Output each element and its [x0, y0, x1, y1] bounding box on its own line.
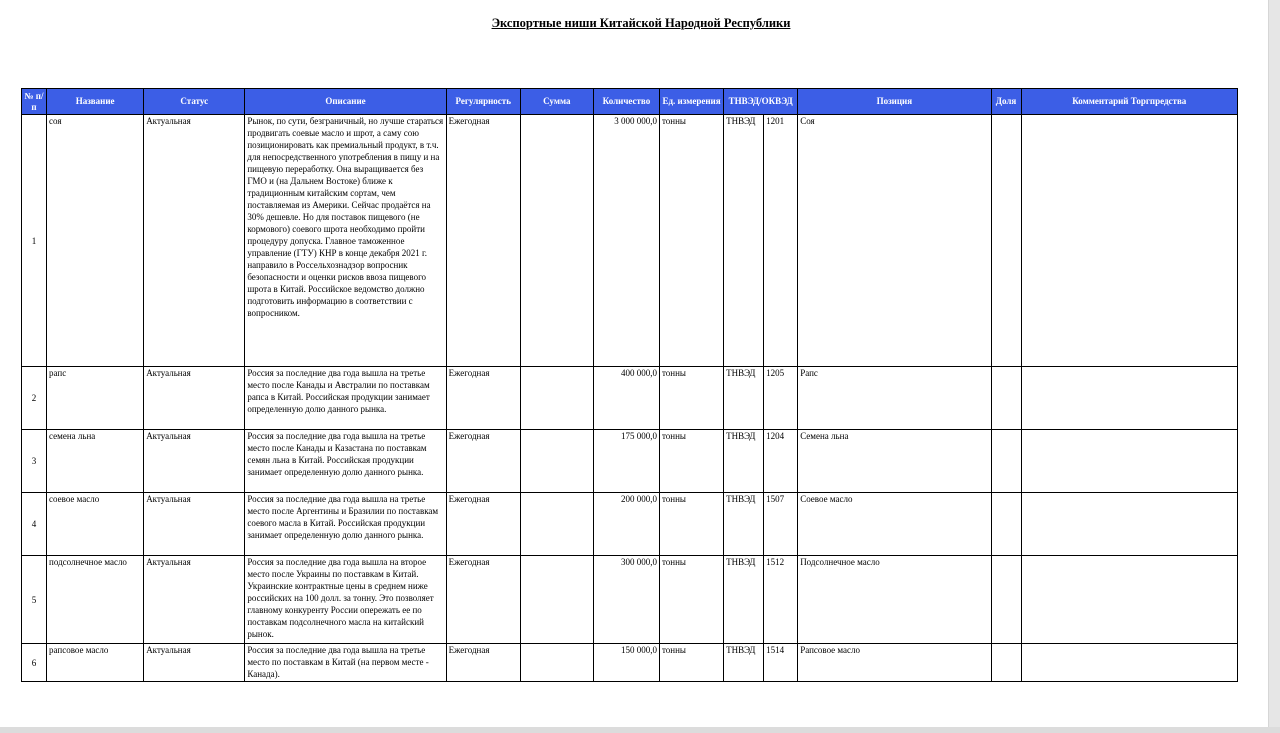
row-quantity: 175 000,0 [593, 430, 659, 493]
row-share [991, 644, 1021, 682]
row-code-type: ТНВЭД [724, 556, 764, 644]
row-position: Рапс [798, 367, 991, 430]
row-name: соевое масло [47, 493, 144, 556]
row-status: Актуальная [144, 493, 245, 556]
table-row [22, 644, 1238, 682]
row-unit: тонны [659, 493, 723, 556]
row-status: Актуальная [144, 115, 245, 367]
row-code: 1201 [764, 115, 798, 367]
header-quantity: Количество [593, 89, 659, 115]
row-code: 1204 [764, 430, 798, 493]
row-sum [520, 644, 593, 682]
row-regularity: Ежегодная [446, 493, 520, 556]
row-name: семена льна [47, 430, 144, 493]
table-row [22, 430, 1238, 493]
table-row [22, 367, 1238, 430]
header-status: Статус [144, 89, 245, 115]
row-comment [1021, 430, 1237, 493]
row-description: Россия за последние два года вышла на третье место после Канады и Казастана по поставкам семян льна в Китай. Российская продукции занимает определенную долю данного рынка. [245, 430, 446, 493]
row-name: соя [47, 115, 144, 367]
row-code-type: ТНВЭД [724, 115, 764, 367]
row-status: Актуальная [144, 367, 245, 430]
row-sum [520, 115, 593, 367]
row-position: Соевое масло [798, 493, 991, 556]
row-regularity: Ежегодная [446, 430, 520, 493]
row-description: Рынок, по сути, безграничный, но лучше стараться продвигать соевые масло и шрот, а саму сою позиционировать как премиальный продукт, в т.ч. для непосредственного употребления в пищу и на пищевую переработку. Она выращивается без ГМО и (на Дальнем Востоке) ближе к традиционным китайским сортам, чем поставляемая из Америки. Сейчас продаётся на 30% дешевле. Но для поставок пищевого (не кормового) соевого шрота необходимо пройти процедуру допуска. Главное таможенное управление (ГТУ) КНР в конце декабря 2021 г. направило в Россельхознадзор вопросник безопасности и оценки рисков ввоза пищевого шрота в Китай. Российское ведомство должно подготовить информацию в соответствии с вопросником. [245, 115, 446, 367]
row-comment [1021, 493, 1237, 556]
row-sum [520, 493, 593, 556]
row-description: Россия за последние два года вышла на второе место после Украины по поставкам в Китай. Украинские контрактные цены в среднем ниже российских на 100 долл. за тонну. Это позволяет главному конкуренту России опережать ее по поставкам подсолнечного масла на китайский рынок. [245, 556, 446, 644]
row-regularity: Ежегодная [446, 115, 520, 367]
table-row [22, 115, 1238, 367]
table-row [22, 556, 1238, 644]
row-position: Соя [798, 115, 991, 367]
row-unit: тонны [659, 644, 723, 682]
row-comment [1021, 556, 1237, 644]
row-sum [520, 430, 593, 493]
row-code: 1507 [764, 493, 798, 556]
row-unit: тонны [659, 115, 723, 367]
row-regularity: Ежегодная [446, 644, 520, 682]
row-status: Актуальная [144, 556, 245, 644]
row-quantity: 150 000,0 [593, 644, 659, 682]
row-description: Россия за последние два года вышла на третье место по поставкам в Китай (на первом месте - Канада). [245, 644, 446, 682]
row-code-type: ТНВЭД [724, 493, 764, 556]
row-share [991, 367, 1021, 430]
row-comment [1021, 644, 1237, 682]
header-share: Доля [991, 89, 1021, 115]
row-code-type: ТНВЭД [724, 644, 764, 682]
row-comment [1021, 115, 1237, 367]
row-num: 4 [22, 493, 47, 556]
table-row [22, 493, 1238, 556]
row-quantity: 300 000,0 [593, 556, 659, 644]
row-code: 1205 [764, 367, 798, 430]
row-share [991, 430, 1021, 493]
row-quantity: 3 000 000,0 [593, 115, 659, 367]
row-name: рапсовое масло [47, 644, 144, 682]
page-bottom-edge [0, 727, 1280, 733]
row-position: Подсолнечное масло [798, 556, 991, 644]
row-num: 2 [22, 367, 47, 430]
header-description: Описание [245, 89, 446, 115]
header-num: № п/п [22, 89, 47, 115]
row-regularity: Ежегодная [446, 556, 520, 644]
row-num: 6 [22, 644, 47, 682]
row-code: 1512 [764, 556, 798, 644]
header-position: Позиция [798, 89, 991, 115]
row-code-type: ТНВЭД [724, 367, 764, 430]
row-regularity: Ежегодная [446, 367, 520, 430]
row-position: Семена льна [798, 430, 991, 493]
row-code: 1514 [764, 644, 798, 682]
row-share [991, 493, 1021, 556]
document-title: Экспортные ниши Китайской Народной Республики [491, 16, 791, 30]
header-name: Название [47, 89, 144, 115]
header-regularity: Регулярность [446, 89, 520, 115]
row-share [991, 115, 1021, 367]
row-description: Россия за последние два года вышла на третье место после Канады и Австралии по поставкам рапса в Китай. Российская продукции занимает определенную долю данного рынка. [245, 367, 446, 430]
header-sum: Сумма [520, 89, 593, 115]
header-code: ТНВЭД/ОКВЭД [724, 89, 798, 115]
row-quantity: 200 000,0 [593, 493, 659, 556]
header-unit: Ед. измерения [659, 89, 723, 115]
row-unit: тонны [659, 430, 723, 493]
row-description: Россия за последние два года вышла на третье место после Аргентины и Бразилии по поставкам соевого масла в Китай. Российская продукции занимает определенную долю данного рынка. [245, 493, 446, 556]
row-quantity: 400 000,0 [593, 367, 659, 430]
row-name: подсолнечное масло [47, 556, 144, 644]
row-share [991, 556, 1021, 644]
row-num: 1 [22, 115, 47, 367]
row-code-type: ТНВЭД [724, 430, 764, 493]
table-header-row [22, 89, 1238, 115]
row-comment [1021, 367, 1237, 430]
row-unit: тонны [659, 556, 723, 644]
row-num: 3 [22, 430, 47, 493]
row-status: Актуальная [144, 430, 245, 493]
row-position: Рапсовое масло [798, 644, 991, 682]
export-niches-table [21, 88, 1238, 682]
row-num: 5 [22, 556, 47, 644]
row-unit: тонны [659, 367, 723, 430]
scrollbar-track[interactable] [1268, 0, 1280, 733]
header-comment: Комментарий Торгпредства [1021, 89, 1237, 115]
row-status: Актуальная [144, 644, 245, 682]
row-sum [520, 556, 593, 644]
row-sum [520, 367, 593, 430]
row-name: рапс [47, 367, 144, 430]
